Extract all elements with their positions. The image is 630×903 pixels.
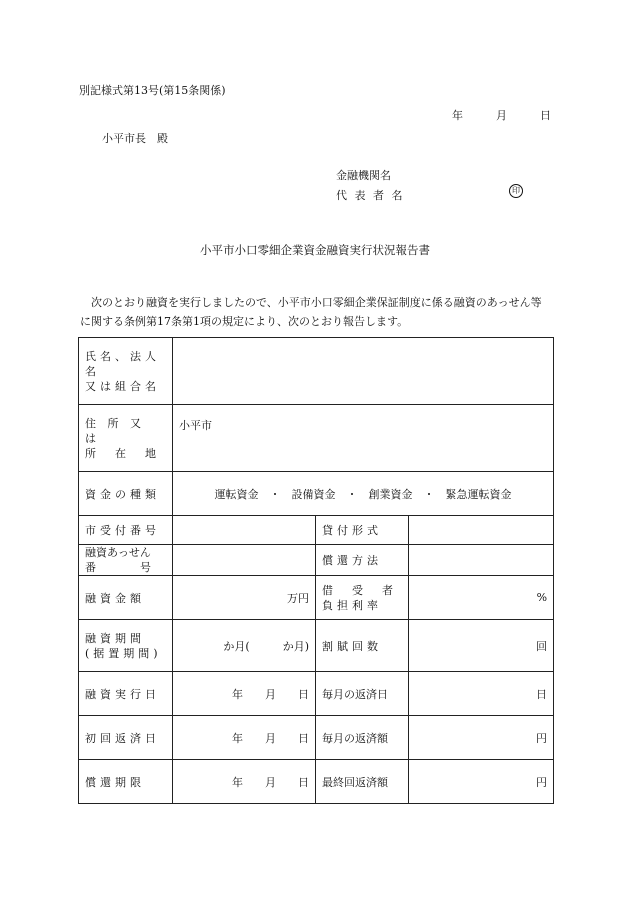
institution-label: 金融機関名 (336, 169, 391, 182)
table-row-fund-type (79, 472, 554, 516)
loan-form-field[interactable] (409, 516, 554, 545)
mediation-label (79, 545, 173, 576)
repayment-method-field[interactable] (409, 545, 554, 576)
document-title: 小平市小口零細企業資金融資実行状況報告書 (200, 243, 430, 257)
table-row-maturity (79, 760, 554, 804)
name-label-line-2: 又は組合名 (85, 379, 160, 393)
table-row-exec-date (79, 672, 554, 716)
name-field[interactable] (173, 338, 554, 405)
body-paragraph: 次のとおり融資を実行しましたので、小平市小口零細企業保証制度に係る融資のあっせん等に関する条例第17条第1項の規定により、次のとおり報告します。 (80, 296, 542, 328)
table-row-mediation (79, 545, 554, 576)
monthly-amount-label: 毎月の返済額 (316, 716, 409, 760)
table-row-name (79, 338, 554, 405)
first-date-field[interactable]: 年 月 日 (173, 716, 316, 760)
table-row-city-number (79, 516, 554, 545)
period-field[interactable]: か月( か月) (173, 620, 316, 672)
table-row-first-date (79, 716, 554, 760)
address-label-line-2: 所 在 地 (85, 446, 160, 460)
name-label-line-1: 氏名、法人名 (85, 349, 160, 378)
mediation-label-line-2: 番 号 (85, 561, 151, 574)
city-number-label: 市受付番号 (79, 516, 173, 545)
addressee: 小平市長 殿 (102, 132, 168, 145)
name-label (79, 338, 173, 405)
seal-mark: 印 (509, 184, 523, 198)
borrower-rate-field[interactable]: % (409, 576, 554, 620)
date-month: 月 (496, 109, 507, 122)
exec-date-label: 融資実行日 (79, 672, 173, 716)
maturity-field[interactable]: 年 月 日 (173, 760, 316, 804)
mediation-label-line-1: 融資あっせん (85, 546, 151, 559)
address-label-line-1: 住 所 又 は (85, 416, 145, 445)
exec-date-field[interactable]: 年 月 日 (173, 672, 316, 716)
installment-field[interactable]: 回 (409, 620, 554, 672)
borrower-rate-label-line-2: 負担利率 (322, 598, 382, 612)
repayment-method-label: 償還方法 (316, 545, 409, 576)
installment-label: 割賦回数 (316, 620, 409, 672)
monthly-day-label: 毎月の返済日 (316, 672, 409, 716)
date-year: 年 (452, 109, 463, 122)
date-line (452, 107, 551, 123)
mediation-number-field[interactable] (173, 545, 316, 576)
first-date-label: 初回返済日 (79, 716, 173, 760)
final-amount-label: 最終回返済額 (316, 760, 409, 804)
representative-label: 代 表 者 名 (336, 189, 405, 202)
monthly-day-field[interactable]: 日 (409, 672, 554, 716)
maturity-label: 償還期限 (79, 760, 173, 804)
fund-type-options[interactable]: 運転資金 ・ 設備資金 ・ 創業資金 ・ 緊急運転資金 (173, 472, 554, 516)
form-reference: 別記様式第13号(第15条関係) (79, 84, 226, 97)
borrower-rate-label (316, 576, 409, 620)
period-label-line-1: 融資期間 (85, 631, 145, 645)
address-label (79, 405, 173, 472)
date-day: 日 (540, 109, 551, 122)
table-row-period (79, 620, 554, 672)
amount-label: 融資金額 (79, 576, 173, 620)
period-label-line-2: (据置期間) (85, 646, 162, 660)
monthly-amount-field[interactable]: 円 (409, 716, 554, 760)
loan-form-label: 貸付形式 (316, 516, 409, 545)
address-field[interactable]: 小平市 (173, 405, 554, 472)
city-number-field[interactable] (173, 516, 316, 545)
fund-type-label: 資金の種類 (79, 472, 173, 516)
table-row-address (79, 405, 554, 472)
table-row-amount (79, 576, 554, 620)
borrower-rate-label-line-1: 借 受 者 (322, 583, 397, 597)
period-label (79, 620, 173, 672)
amount-field[interactable]: 万円 (173, 576, 316, 620)
final-amount-field[interactable]: 円 (409, 760, 554, 804)
report-table (78, 337, 554, 804)
